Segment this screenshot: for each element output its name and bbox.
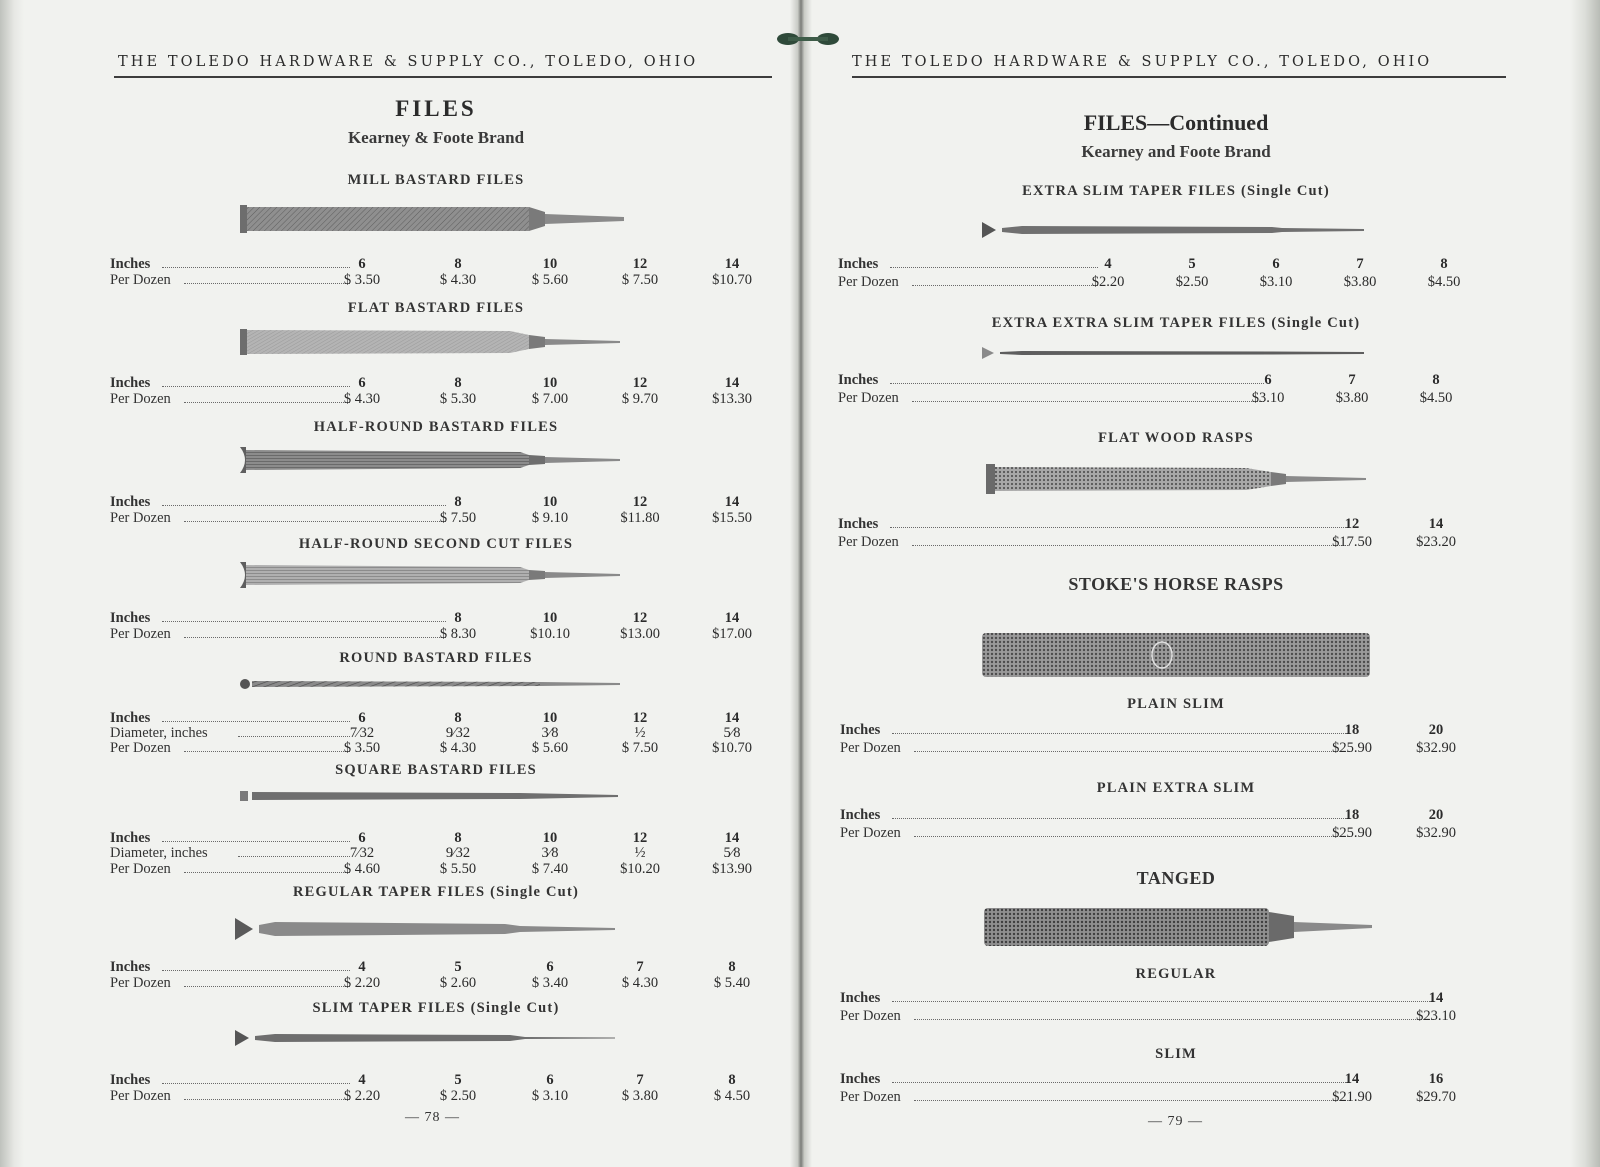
row-value: 8 xyxy=(728,959,736,975)
section-heading: HALF-ROUND BASTARD FILES xyxy=(313,419,559,435)
price-row xyxy=(110,626,770,642)
row-value: $15.50 xyxy=(712,510,752,526)
row-value: 12 xyxy=(1344,516,1360,532)
section-heading: REGULAR TAPER FILES (Single Cut) xyxy=(292,884,579,900)
half-round-bastard-file-image xyxy=(240,445,625,475)
row-value: $ 5.60 xyxy=(531,740,569,756)
leader-dots xyxy=(162,621,446,622)
row-value: 8 xyxy=(454,830,462,846)
row-label: Per Dozen xyxy=(838,390,899,406)
row-value: 4 xyxy=(358,1072,366,1088)
row-value: 8 xyxy=(454,256,462,272)
row-label: Per Dozen xyxy=(110,975,171,991)
flat-bastard-file-image xyxy=(240,327,625,357)
row-value: ½ xyxy=(634,845,646,861)
row-value: $ 7.40 xyxy=(531,861,569,877)
leader-dots xyxy=(914,836,1350,837)
row-label: Per Dozen xyxy=(840,1008,901,1024)
row-value: 18 xyxy=(1344,722,1360,738)
section-heading: MILL BASTARD FILES xyxy=(347,172,525,188)
price-row xyxy=(110,1088,770,1104)
row-value: $13.30 xyxy=(712,391,752,407)
row-label: Per Dozen xyxy=(110,391,171,407)
row-value: $10.10 xyxy=(530,626,570,642)
price-row xyxy=(110,830,770,846)
row-label: Inches xyxy=(110,1072,151,1088)
row-value: $ 7.00 xyxy=(531,391,569,407)
row-value: 12 xyxy=(632,610,648,626)
price-row xyxy=(110,975,770,991)
leader-dots xyxy=(892,1082,1350,1083)
row-value: $25.90 xyxy=(1332,825,1372,841)
row-label: Per Dozen xyxy=(110,272,171,288)
row-value: 7 xyxy=(1348,372,1356,388)
section-heading: STOKE'S HORSE RASPS xyxy=(1068,574,1284,594)
row-value: $ 7.50 xyxy=(439,510,477,526)
row-value: 6 xyxy=(358,256,366,272)
row-value: $ 7.50 xyxy=(621,740,659,756)
row-value: $ 7.50 xyxy=(621,272,659,288)
row-value: 14 xyxy=(724,610,740,626)
row-value: $ 9.10 xyxy=(531,510,569,526)
row-label: Inches xyxy=(110,959,151,975)
row-label: Per Dozen xyxy=(110,861,171,877)
section-heading: EXTRA SLIM TAPER FILES (Single Cut) xyxy=(1022,183,1330,199)
row-value: $3.10 xyxy=(1259,274,1293,290)
row-value: 12 xyxy=(632,494,648,510)
row-value: 3⁄8 xyxy=(541,845,559,861)
row-label: Inches xyxy=(840,722,881,738)
regular-taper-file-image xyxy=(235,916,625,942)
row-value: $3.10 xyxy=(1251,390,1285,406)
row-value: 5 xyxy=(1188,256,1196,272)
page-title: FILES xyxy=(395,96,477,121)
price-row xyxy=(110,861,770,877)
leader-dots xyxy=(912,401,1264,402)
round-bastard-file-image xyxy=(240,674,625,694)
row-value: $13.90 xyxy=(712,861,752,877)
row-value: 8 xyxy=(1440,256,1448,272)
row-value: $29.70 xyxy=(1416,1089,1456,1105)
price-row xyxy=(840,990,1500,1006)
row-value: 8 xyxy=(1432,372,1440,388)
row-value: $25.90 xyxy=(1332,740,1372,756)
price-row xyxy=(110,610,770,626)
section-heading: SLIM xyxy=(1155,1046,1197,1062)
leader-dots xyxy=(914,1100,1350,1101)
row-value: $10.20 xyxy=(620,861,660,877)
leader-dots xyxy=(890,527,1348,528)
row-label: Per Dozen xyxy=(110,740,171,756)
row-label: Inches xyxy=(838,516,879,532)
row-value: $ 3.50 xyxy=(343,272,381,288)
head-rule xyxy=(114,76,772,78)
row-value: $ 2.20 xyxy=(343,975,381,991)
row-value: $ 4.50 xyxy=(713,1088,751,1104)
price-row xyxy=(110,710,770,726)
row-label: Per Dozen xyxy=(110,1088,171,1104)
row-value: $3.80 xyxy=(1335,390,1369,406)
leader-dots xyxy=(892,1001,1434,1002)
price-row xyxy=(110,740,770,756)
page-78 xyxy=(100,0,772,1167)
row-value: $ 5.50 xyxy=(439,861,477,877)
price-row xyxy=(110,725,770,741)
row-label: Inches xyxy=(838,372,879,388)
section-heading: EXTRA EXTRA SLIM TAPER FILES (Single Cut) xyxy=(991,315,1361,331)
row-value: $32.90 xyxy=(1416,825,1456,841)
row-value: 7⁄32 xyxy=(349,845,375,861)
price-row xyxy=(838,372,1498,388)
row-value: 6 xyxy=(358,830,366,846)
row-label: Inches xyxy=(110,610,151,626)
row-value: $17.50 xyxy=(1332,534,1372,550)
row-value: $ 3.10 xyxy=(531,1088,569,1104)
price-row xyxy=(110,391,770,407)
row-value: 14 xyxy=(724,494,740,510)
leader-dots xyxy=(184,637,446,638)
page-number: — 79 — xyxy=(1148,1114,1203,1129)
section-heading: REGULAR xyxy=(1135,966,1217,982)
row-value: $23.20 xyxy=(1416,534,1456,550)
page-edge-right xyxy=(1570,0,1600,1167)
row-value: 6 xyxy=(358,710,366,726)
row-value: 4 xyxy=(358,959,366,975)
row-value: $ 9.70 xyxy=(621,391,659,407)
leader-dots xyxy=(890,383,1264,384)
row-value: 12 xyxy=(632,375,648,391)
slim-taper-file-image xyxy=(235,1028,625,1048)
row-value: 20 xyxy=(1428,722,1444,738)
running-head: THE TOLEDO HARDWARE & SUPPLY CO., TOLEDO, OHIO xyxy=(852,54,1433,70)
row-value: $23.10 xyxy=(1416,1008,1456,1024)
row-label: Per Dozen xyxy=(110,510,171,526)
row-value: 7 xyxy=(636,1072,644,1088)
row-label: Inches xyxy=(110,830,151,846)
row-value: $ 3.40 xyxy=(531,975,569,991)
section-heading: FLAT WOOD RASPS xyxy=(1098,430,1254,446)
price-row xyxy=(840,1089,1500,1105)
price-row xyxy=(838,256,1498,272)
row-value: $ 5.30 xyxy=(439,391,477,407)
tanged-rasp-image xyxy=(984,904,1374,950)
row-value: 10 xyxy=(542,610,558,626)
row-value: 12 xyxy=(632,710,648,726)
running-head: THE TOLEDO HARDWARE & SUPPLY CO., TOLEDO, OHIO xyxy=(118,54,699,70)
row-label: Inches xyxy=(840,1071,881,1087)
row-value: 10 xyxy=(542,710,558,726)
section-heading: PLAIN EXTRA SLIM xyxy=(1096,780,1256,796)
row-value: 5 xyxy=(454,1072,462,1088)
row-value: 8 xyxy=(454,494,462,510)
row-value: 5⁄8 xyxy=(723,845,741,861)
price-row xyxy=(110,510,770,526)
row-label: Per Dozen xyxy=(838,534,899,550)
row-label: Inches xyxy=(110,710,151,726)
extra-extra-slim-taper-file-image xyxy=(982,345,1372,361)
row-value: 8 xyxy=(728,1072,736,1088)
row-value: $13.00 xyxy=(620,626,660,642)
leader-dots xyxy=(914,751,1350,752)
row-value: 4 xyxy=(1104,256,1112,272)
section-heading: SQUARE BASTARD FILES xyxy=(335,762,537,778)
row-value: $ 5.60 xyxy=(531,272,569,288)
row-value: 3⁄8 xyxy=(541,725,559,741)
row-value: 20 xyxy=(1428,807,1444,823)
row-value: $4.50 xyxy=(1427,274,1461,290)
row-value: $ 4.30 xyxy=(343,391,381,407)
page-number: — 78 — xyxy=(405,1110,460,1125)
row-value: 14 xyxy=(1428,990,1444,1006)
row-label: Diameter, inches xyxy=(110,725,208,741)
row-value: 14 xyxy=(1344,1071,1360,1087)
row-value: 10 xyxy=(542,830,558,846)
price-row xyxy=(838,274,1498,290)
price-row xyxy=(110,375,770,391)
row-value: 6 xyxy=(358,375,366,391)
row-value: 12 xyxy=(632,830,648,846)
section-heading: FLAT BASTARD FILES xyxy=(347,300,525,316)
leader-dots xyxy=(914,1019,1434,1020)
price-row xyxy=(838,390,1498,406)
row-value: 10 xyxy=(542,375,558,391)
row-value: $ 8.30 xyxy=(439,626,477,642)
row-value: $ 4.60 xyxy=(343,861,381,877)
price-row xyxy=(110,494,770,510)
row-value: 6 xyxy=(1264,372,1272,388)
row-value: 12 xyxy=(632,256,648,272)
binding-thread-icon xyxy=(776,32,840,46)
row-value: 5 xyxy=(454,959,462,975)
section-heading: ROUND BASTARD FILES xyxy=(339,650,533,666)
section-heading: SLIM TAPER FILES (Single Cut) xyxy=(312,1000,560,1016)
row-value: 8 xyxy=(454,610,462,626)
row-value: $11.80 xyxy=(620,510,660,526)
row-value: $32.90 xyxy=(1416,740,1456,756)
row-value: 14 xyxy=(724,256,740,272)
row-value: 10 xyxy=(542,494,558,510)
row-value: 14 xyxy=(724,830,740,846)
price-row xyxy=(840,807,1500,823)
row-value: $10.70 xyxy=(712,272,752,288)
price-row xyxy=(840,740,1500,756)
price-row xyxy=(840,1008,1500,1024)
section-heading: TANGED xyxy=(1136,868,1216,888)
row-value: $17.00 xyxy=(712,626,752,642)
price-row xyxy=(110,1072,770,1088)
price-row xyxy=(110,845,770,861)
row-value: 9⁄32 xyxy=(445,845,471,861)
row-value: $ 2.60 xyxy=(439,975,477,991)
row-value: $ 3.80 xyxy=(621,1088,659,1104)
leader-dots xyxy=(162,505,446,506)
row-label: Inches xyxy=(110,375,151,391)
horse-rasp-image xyxy=(982,632,1372,678)
price-row xyxy=(110,959,770,975)
row-label: Inches xyxy=(110,256,151,272)
row-value: 6 xyxy=(546,959,554,975)
row-value: $2.50 xyxy=(1175,274,1209,290)
flat-wood-rasp-image xyxy=(986,462,1371,496)
row-label: Inches xyxy=(110,494,151,510)
row-value: 10 xyxy=(542,256,558,272)
row-value: $ 4.30 xyxy=(439,740,477,756)
brand-subtitle: Kearney & Foote Brand xyxy=(347,128,525,147)
row-value: $3.80 xyxy=(1343,274,1377,290)
row-label: Per Dozen xyxy=(110,626,171,642)
page-title: FILES—Continued xyxy=(1083,110,1269,135)
price-row xyxy=(838,516,1498,532)
row-value: $ 4.30 xyxy=(439,272,477,288)
head-rule xyxy=(852,76,1506,78)
price-row xyxy=(110,272,770,288)
leader-dots xyxy=(892,818,1350,819)
row-label: Per Dozen xyxy=(840,825,901,841)
row-label: Diameter, inches xyxy=(110,845,208,861)
extra-slim-taper-file-image xyxy=(982,220,1372,240)
row-value: 7⁄32 xyxy=(349,725,375,741)
row-value: 14 xyxy=(1428,516,1444,532)
row-value: $4.50 xyxy=(1419,390,1453,406)
row-label: Per Dozen xyxy=(840,740,901,756)
row-label: Inches xyxy=(840,807,881,823)
row-value: 6 xyxy=(546,1072,554,1088)
row-value: $ 5.40 xyxy=(713,975,751,991)
page-edge-left xyxy=(0,0,24,1167)
row-value: 8 xyxy=(454,710,462,726)
price-row xyxy=(840,825,1500,841)
price-row xyxy=(110,256,770,272)
row-value: $21.90 xyxy=(1332,1089,1372,1105)
leader-dots xyxy=(912,545,1348,546)
row-label: Per Dozen xyxy=(838,274,899,290)
section-heading: PLAIN SLIM xyxy=(1127,696,1225,712)
row-value: $ 2.50 xyxy=(439,1088,477,1104)
row-value: 14 xyxy=(724,710,740,726)
mill-bastard-file-image xyxy=(240,204,625,234)
row-label: Inches xyxy=(838,256,879,272)
row-label: Per Dozen xyxy=(840,1089,901,1105)
row-value: $ 2.20 xyxy=(343,1088,381,1104)
price-row xyxy=(840,1071,1500,1087)
leader-dots xyxy=(890,267,1098,268)
row-value: 6 xyxy=(1272,256,1280,272)
row-value: 14 xyxy=(724,375,740,391)
row-value: 18 xyxy=(1344,807,1360,823)
book-gutter xyxy=(790,0,812,1167)
row-value: $2.20 xyxy=(1091,274,1125,290)
row-value: 7 xyxy=(1356,256,1364,272)
section-heading: HALF-ROUND SECOND CUT FILES xyxy=(298,536,574,552)
row-value: 5⁄8 xyxy=(723,725,741,741)
brand-subtitle: Kearney and Foote Brand xyxy=(1081,142,1271,161)
price-row xyxy=(840,722,1500,738)
row-value: $ 4.30 xyxy=(621,975,659,991)
row-label: Inches xyxy=(840,990,881,1006)
page-79 xyxy=(838,0,1506,1167)
square-bastard-file-image xyxy=(240,786,625,806)
row-value: $10.70 xyxy=(712,740,752,756)
half-round-second-cut-file-image xyxy=(240,560,625,590)
row-value: 8 xyxy=(454,375,462,391)
row-value: 16 xyxy=(1428,1071,1444,1087)
leader-dots xyxy=(892,733,1350,734)
leader-dots xyxy=(184,521,446,522)
price-row xyxy=(838,534,1498,550)
row-value: ½ xyxy=(634,725,646,741)
row-value: 9⁄32 xyxy=(445,725,471,741)
row-value: $ 3.50 xyxy=(343,740,381,756)
row-value: 7 xyxy=(636,959,644,975)
